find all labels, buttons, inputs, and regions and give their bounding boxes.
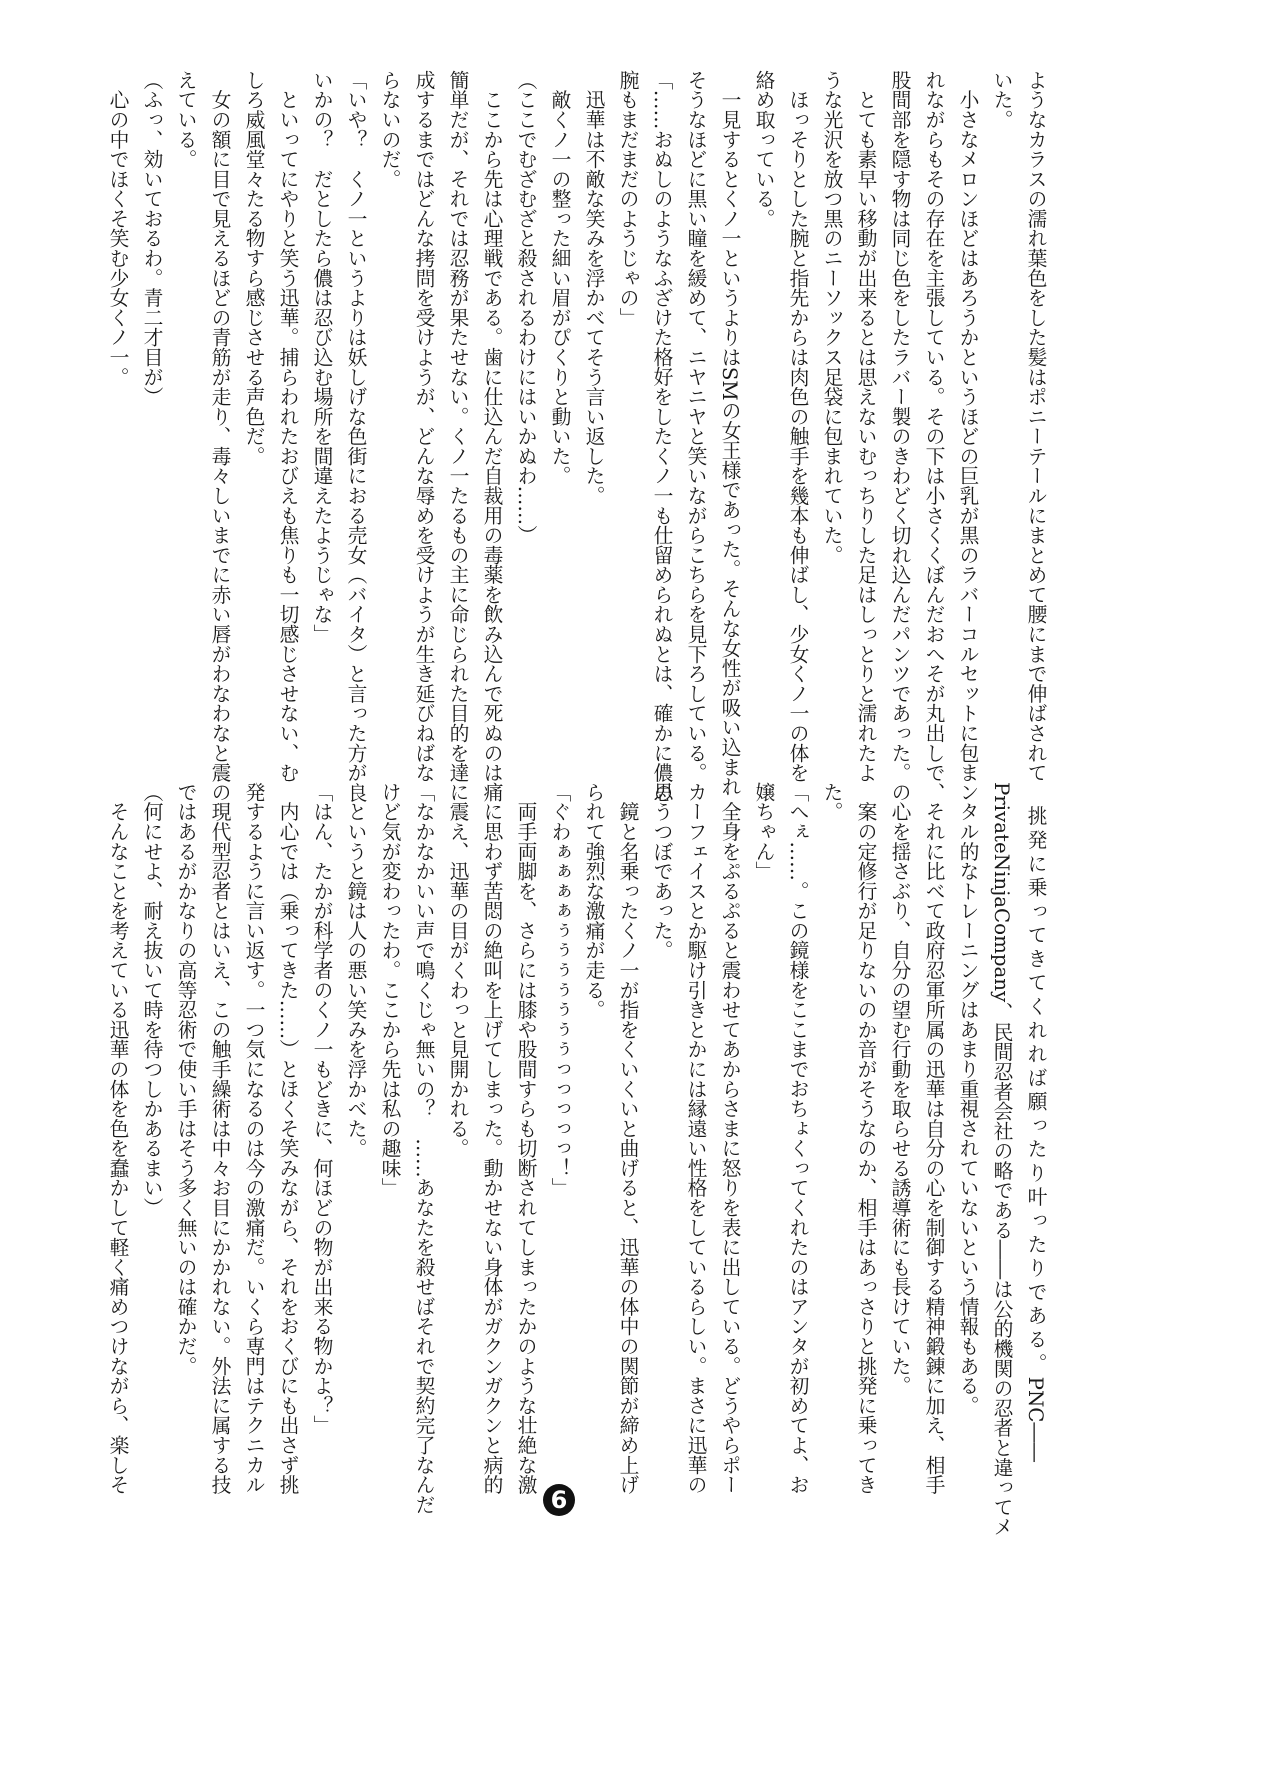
text-column: 「はん、たかが科学者のくノ一もどきに、何ほどの物が出来る物かよ？」 [310,782,333,1436]
text-column: 女の額に目で見えるほどの青筋が走り、毒々しいまでに赤い唇がわなわなと震 [208,70,231,783]
text-column: ンタル的なトレーニングはあまり重視されていないという情報もある。 [956,782,979,1416]
text-column: 「ぐわぁぁぁぁぅぅぅぅぅぅぅっっっっっ！」 [548,782,571,1198]
text-column: 股間部を隠す物は同じ色をしたラバー製のきわどく切れ込んだパンツであった。 [888,70,911,783]
text-column: （何にせよ、耐え抜いて時を待つしかあるまい） [140,782,163,1218]
text-column: らないのだ。 [378,70,401,189]
text-column: （ふっ、効いておるわ。青二才目が） [140,70,163,407]
text-column: 絡め取っている。 [752,70,775,229]
text-block-bottom [100,782,1052,1537]
text-column: 「なかなかいい声で鳴くじゃ無いの？ ……あなたを殺せばそれで契約完了なんだ [412,782,435,1515]
text-column: 簡単だが、それでは忍務が果たせない。くノ一たるもの主に命じられた目的を達 [446,70,469,783]
text-column: 「へぇ……。この鏡様をここまでおちょくってくれたのはアンタが初めてよ、お [786,782,809,1495]
text-column: 案の定修行が足りないのか音がそうなのか、相手はあっさりと挑発に乗ってき [854,782,877,1495]
text-column: 内心では（乗ってきた……）とほくそ笑みながら、それをおくびにも出さず挑 [276,782,299,1495]
text-column: 敵くノ一の整った細い眉がぴくりと動いた。 [548,70,571,486]
text-column: それに比べて政府忍軍所属の迅華は自分の心を制御する精神鍛錬に加え、相手 [922,782,945,1495]
text-column: 小さなメロンほどはあろうかというほどの巨乳が黒のラバーコルセットに包ま [956,70,979,783]
text-column: というと鏡は人の悪い笑みを浮かべた。 [344,782,367,1159]
text-column: えている。 [174,70,197,169]
text-column: 嬢ちゃん」 [752,782,775,881]
text-block-top [100,70,1052,803]
text-column: 腕もまだまだのようじゃの」 [616,70,639,328]
text-column: うな光沢を放つ黒のニーソックス足袋に包まれていた。 [820,70,843,565]
text-column: 成するまではどんな拷問を受けようが、どんな辱めを受けようが生き延びねばな [412,70,435,783]
text-column: 挑発に乗ってきてくれれば願ったり叶ったりである。PNC―― [1024,782,1047,1462]
text-column: 思うつぼであった。 [650,782,673,961]
text-column: た。 [820,782,843,822]
text-column: 迅華は不敵な笑みを浮かべてそう言い返した。 [582,70,605,506]
text-column: に震え、迅華の目がくわっと見開かれる。 [446,782,469,1159]
text-column: 両手両脚を、さらには膝や股間すらも切断されてしまったかのような壮絶な激 [514,782,537,1495]
text-column: の心を揺さぶり、自分の望む行動を取らせる誘導術にも長けていた。 [888,782,911,1396]
text-column: 全身をぷるぷると震わせてあからさまに怒りを表に出している。どうやらポー [718,782,741,1495]
text-column: 発するように言い返す。一つ気になるのは今の激痛だ。いくら専門はテクニカル [242,782,265,1495]
text-column: 「いや？ くノ一というよりは妖しげな色街におる売女（バイタ）と言った方が良 [344,70,367,803]
text-column: とても素早い移動が出来るとは思えないむっちりした足はしっとりと濡れたよ [854,70,877,783]
text-column: いた。 [990,70,1013,130]
text-column: れながらもその存在を主張している。その下は小さくくぼんだおへそが丸出しで、 [922,70,945,803]
text-column: そんなことを考えている迅華の体を色を蠢かして軽く痛めつけながら、楽しそ [106,782,129,1495]
text-column: 心の中でほくそ笑む少女くノ一。 [106,70,129,387]
text-column: られて強烈な激痛が走る。 [582,782,605,1020]
text-column: 痛に思わず苦悶の絶叫を上げてしまった。動かせない身体がガクンガクンと病的 [480,782,503,1495]
text-column: そうなほどに黒い瞳を緩めて、ニヤニヤと笑いながらこちらを見下ろしている。 [684,70,707,783]
text-column: ようなカラスの濡れ葉色をした髪はポニーテールにまとめて腰にまで伸ばされて [1024,70,1047,783]
page-number: 6 [543,1484,575,1516]
text-column: 一見するとくノ一というよりはSMの女王様であった。そんな女性が吸い込まれ [718,70,741,797]
text-column: いかの？ だとしたら儂は忍び込む場所を間違えたようじゃな」 [310,70,333,644]
text-column: けど気が変わったわ。ここから先は私の趣味」 [378,782,401,1198]
text-column: （ここでむざむざと殺されるわけにはいかぬわ……） [514,70,537,545]
text-column: 「……おぬしのようなふざけた格好をしたくノ一も仕留められぬとは、確かに儂の [650,70,673,803]
text-column: ではあるがかなりの高等忍術で使い手はそう多く無いのは確かだ。 [174,782,197,1376]
text-column: 鏡と名乗ったくノ一が指をくいくいと曲げると、迅華の体中の関節が締め上げ [616,782,639,1495]
text-column: しろ威風堂々たる物すら感じさせる声色だ。 [242,70,265,466]
text-column: ほっそりとした腕と指先からは肉色の触手を幾本も伸ばし、少女くノ一の体を [786,70,809,783]
text-column: の現代型忍者とはいえ、この触手繰術は中々お目にかかれない。外法に属する技 [208,782,231,1495]
text-column: カーフェイスとか駆け引きとかには縁遠い性格をしているらしい。まさに迅華の [684,782,707,1495]
text-column: ここから先は心理戦である。歯に仕込んだ自裁用の毒薬を飲み込んで死ぬのは [480,70,503,783]
text-column: PrivateNinjaCompany、民間忍者会社の略である――は公的機関の忍者と違ってメ [990,782,1013,1537]
text-column: といってにやりと笑う迅華。捕らわれたおびえも焦りも一切感じさせない、む [276,70,299,783]
